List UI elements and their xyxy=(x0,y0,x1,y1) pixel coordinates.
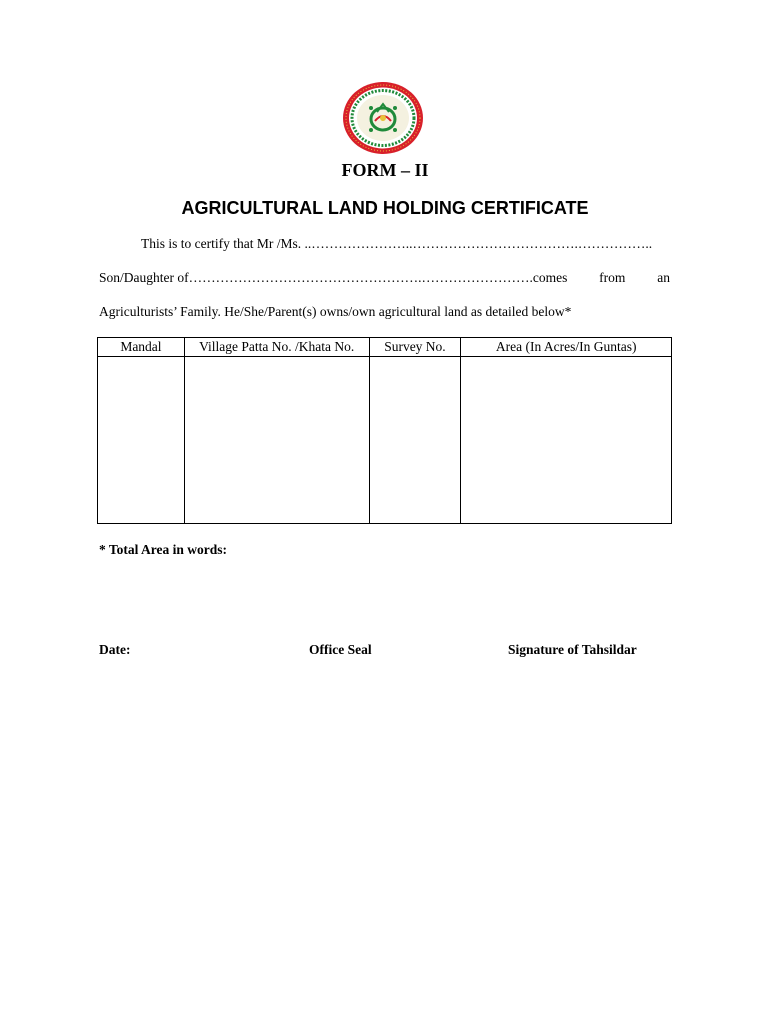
table-row xyxy=(98,357,672,524)
land-details-table xyxy=(97,337,672,524)
form-number: FORM – II xyxy=(341,160,429,180)
total-area-label: * Total Area in words: xyxy=(99,542,228,557)
date-label: Date: xyxy=(99,642,131,657)
column-header-survey-no: Survey No. xyxy=(369,338,461,357)
column-header-mandal: Mandal xyxy=(98,338,185,357)
cell-survey-no xyxy=(369,357,461,524)
cell-patta-khata xyxy=(184,357,369,524)
column-header-area: Area (In Acres/In Guntas) xyxy=(461,338,672,357)
tahsildar-signature-label: Signature of Tahsildar xyxy=(508,642,637,657)
cell-mandal xyxy=(98,357,185,524)
cell-area xyxy=(461,357,672,524)
page-title: AGRICULTURAL LAND HOLDING CERTIFICATE xyxy=(181,198,589,218)
column-header-patta-khata: Village Patta No. /Khata No. xyxy=(184,338,369,357)
certify-line: This is to certify that Mr /Ms. ..…………………..……………………………….…………….. xyxy=(141,236,653,251)
family-line: Agriculturists’ Family. He/She/Parent(s) owns/own agricultural land as detailed below* xyxy=(99,304,572,319)
table-header-row xyxy=(98,338,672,357)
son-daughter-word-an: an xyxy=(657,270,670,285)
son-daughter-word-from: from xyxy=(599,270,626,285)
son-daughter-line xyxy=(99,270,670,286)
office-seal-label: Office Seal xyxy=(309,642,372,657)
son-daughter-text: Son/Daughter of…………………………………………….…………………….comes xyxy=(99,270,568,285)
telangana-seal-logo xyxy=(341,80,425,156)
